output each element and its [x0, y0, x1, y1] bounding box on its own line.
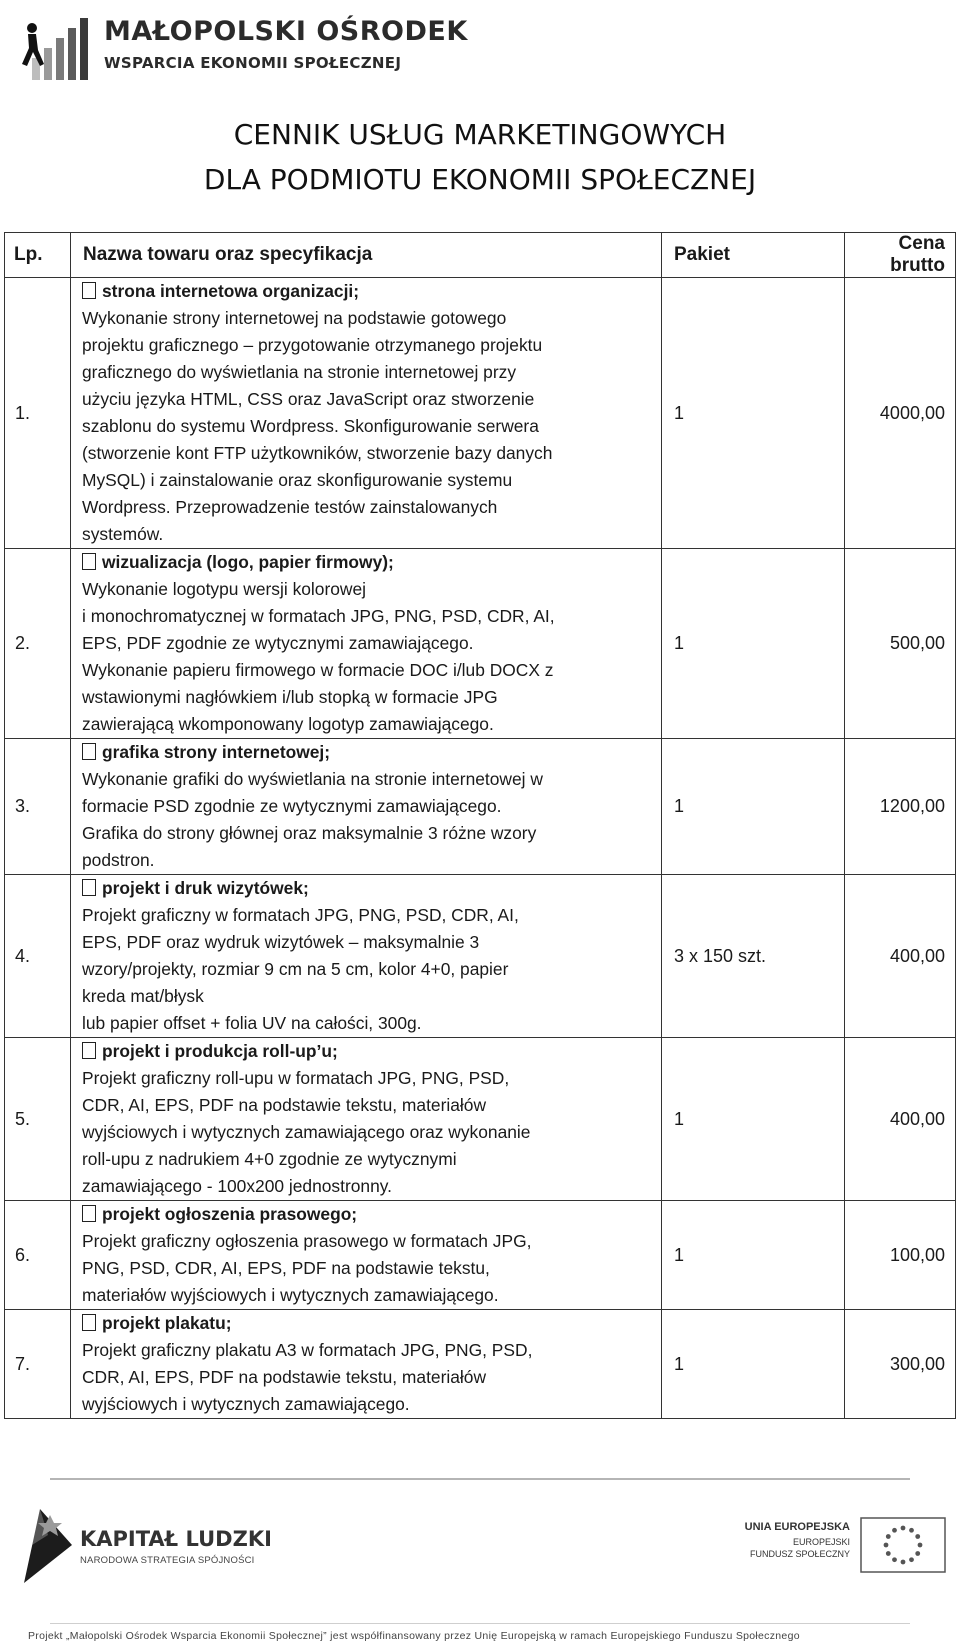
row-package: 1	[662, 1038, 845, 1201]
checkbox-bullet-icon	[82, 553, 96, 570]
item-description-line: (stworzenie kont FTP użytkowników, stworzenie bazy danych	[82, 443, 553, 463]
item-title	[82, 739, 655, 766]
item-description-line: wyjściowych i wytycznych zamawiającego oraz wykonanie	[82, 1122, 531, 1142]
item-description-line: projektu graficznego – przygotowanie otrzymanego projektu	[82, 335, 543, 355]
item-description-line: Wykonanie strony internetowej na podstawie gotowego	[82, 308, 507, 328]
kapital-ludzki-subtitle: NARODOWA STRATEGIA SPÓJNOŚCI	[80, 1555, 255, 1566]
table-row	[5, 875, 956, 1038]
item-description-line: wzory/projekty, rozmiar 9 cm na 5 cm, kolor 4+0, papier	[82, 959, 509, 979]
row-number: 5.	[5, 1038, 71, 1201]
item-description-line: graficznego do wyświetlania na stronie internetowej przy	[82, 362, 517, 382]
item-title-text: strona internetowa organizacji;	[102, 281, 360, 301]
row-package: 1	[662, 739, 845, 875]
row-description	[71, 1201, 662, 1310]
row-package: 1	[662, 549, 845, 739]
row-description	[71, 739, 662, 875]
item-title	[82, 1038, 655, 1065]
row-price: 400,00	[845, 875, 956, 1038]
item-description-line: EPS, PDF zgodnie ze wytycznymi zamawiającego.	[82, 633, 474, 653]
item-title-text: projekt i produkcja roll-up’u;	[102, 1041, 338, 1061]
item-title-text: projekt plakatu;	[102, 1313, 232, 1333]
row-price: 4000,00	[845, 278, 956, 549]
header-lp: Lp.	[5, 233, 71, 278]
row-price: 300,00	[845, 1310, 956, 1419]
kapital-ludzki-logo	[20, 1505, 300, 1585]
item-title	[82, 278, 655, 305]
eu-star-icon	[892, 1528, 897, 1533]
checkbox-bullet-icon	[82, 1314, 96, 1331]
item-description-line: zawierającą wkomponowany logotyp zamawiającego.	[82, 714, 494, 734]
item-description-line: Projekt graficzny roll-upu w formatach JPG, PNG, PSD,	[82, 1068, 510, 1088]
checkbox-bullet-icon	[82, 743, 96, 760]
row-number: 7.	[5, 1310, 71, 1419]
eu-name: UNIA EUROPEJSKA	[744, 1521, 850, 1533]
item-description-line: szablonu do systemu Wordpress. Skonfigurowanie serwera	[82, 416, 539, 436]
row-number: 3.	[5, 739, 71, 875]
item-description-line: Wordpress. Przeprowadzenie testów zainstalowanych	[82, 497, 498, 517]
logo-subtitle: WSPARCIA EKONOMII SPOŁECZNEJ	[104, 54, 402, 72]
item-description-line: podstron.	[82, 850, 155, 870]
item-description-line: MySQL) i zainstalowanie oraz skonfigurowanie systemu	[82, 470, 513, 490]
eu-star-icon	[901, 1560, 906, 1565]
mowes-logo	[18, 14, 468, 82]
page-title-line2: DLA PODMIOTU EKONOMII SPOŁECZNEJ	[203, 163, 757, 196]
eu-fund-line2: FUNDUSZ SPOŁECZNY	[749, 1549, 850, 1559]
item-title	[82, 875, 655, 902]
item-description-line: Projekt graficzny ogłoszenia prasowego w formatach JPG,	[82, 1231, 532, 1251]
item-description-line: Projekt graficzny w formatach JPG, PNG, PSD, CDR, AI,	[82, 905, 519, 925]
item-title	[82, 549, 655, 576]
item-description-line: i monochromatycznej w formatach JPG, PNG, PSD, CDR, AI,	[82, 606, 555, 626]
row-package: 1	[662, 1310, 845, 1419]
item-description-line: Grafika do strony głównej oraz maksymalnie 3 różne wzory	[82, 823, 537, 843]
row-number: 6.	[5, 1201, 71, 1310]
row-number: 1.	[5, 278, 71, 549]
checkbox-bullet-icon	[82, 282, 96, 299]
row-description	[71, 549, 662, 739]
table-row	[5, 549, 956, 739]
row-price: 100,00	[845, 1201, 956, 1310]
footer-divider	[50, 1478, 910, 1480]
row-price: 400,00	[845, 1038, 956, 1201]
item-description-line: wyjściowych i wytycznych zamawiającego.	[82, 1394, 410, 1414]
row-price: 1200,00	[845, 739, 956, 875]
table-row	[5, 1310, 956, 1419]
item-description-line: użyciu języka HTML, CSS oraz JavaScript oraz stworzenie	[82, 389, 535, 409]
eu-star-icon	[909, 1557, 914, 1562]
item-description-line: formacie PSD zgodnie ze wytycznymi zamawiającego.	[82, 796, 502, 816]
item-title-text: wizualizacja (logo, papier firmowy);	[102, 552, 394, 572]
table-row	[5, 1038, 956, 1201]
row-package: 1	[662, 1201, 845, 1310]
item-description-line: Wykonanie logotypu wersji kolorowej	[82, 579, 367, 599]
page-title-line1: CENNIK USŁUG MARKETINGOWYCH	[233, 118, 727, 151]
item-description-line: CDR, AI, EPS, PDF na podstawie tekstu, materiałów	[82, 1367, 487, 1387]
price-table	[4, 232, 956, 1419]
header-price: Cena brutto	[845, 233, 956, 278]
kapital-ludzki-name: KAPITAŁ LUDZKI	[80, 1527, 272, 1551]
eu-star-icon	[901, 1526, 906, 1531]
header-name: Nazwa towaru oraz specyfikacja	[71, 233, 662, 278]
footer-note-divider	[50, 1623, 910, 1624]
item-description-line: materiałów wyjściowych i wytycznych zamawiającego.	[82, 1285, 499, 1305]
eu-logo	[744, 1517, 950, 1573]
kapital-ludzki-emblem-icon	[20, 1505, 76, 1585]
item-description-line: Wykonanie papieru firmowego w formacie DOC i/lub DOCX z	[82, 660, 554, 680]
row-package: 3 x 150 szt.	[662, 875, 845, 1038]
item-description-line: zamawiającego - 100x200 jednostronny.	[82, 1176, 392, 1196]
row-description	[71, 278, 662, 549]
item-description-line: kreda mat/błysk	[82, 986, 204, 1006]
eu-star-icon	[884, 1543, 889, 1548]
eu-star-icon	[915, 1551, 920, 1556]
table-row	[5, 278, 956, 549]
item-description-line: wstawionymi nagłówkiem i/lub stopką w formacie JPG	[82, 687, 498, 707]
item-title	[82, 1201, 655, 1228]
item-title	[82, 1310, 655, 1337]
item-title-text: projekt ogłoszenia prasowego;	[102, 1204, 358, 1224]
eu-star-icon	[892, 1557, 897, 1562]
row-description	[71, 1310, 662, 1419]
row-price: 500,00	[845, 549, 956, 739]
mowes-logo-mark-icon	[18, 14, 98, 82]
eu-star-icon	[886, 1551, 891, 1556]
eu-star-icon	[886, 1534, 891, 1539]
table-header-row	[5, 233, 956, 278]
item-description-line: lub papier offset + folia UV na całości, 300g.	[82, 1013, 422, 1033]
item-description-line: roll-upu z nadrukiem 4+0 zgodnie ze wytycznymi	[82, 1149, 457, 1169]
eu-star-icon	[915, 1534, 920, 1539]
checkbox-bullet-icon	[82, 1205, 96, 1222]
eu-star-icon	[909, 1528, 914, 1533]
row-number: 4.	[5, 875, 71, 1038]
checkbox-bullet-icon	[82, 1042, 96, 1059]
cofinancing-note: Projekt „Małopolski Ośrodek Wsparcia Ekonomii Społecznej” jest współfinansowany przez Unię Europejską w ramach Europejskiego Funduszu Społecznego	[28, 1630, 800, 1642]
header-package: Pakiet	[662, 233, 845, 278]
row-package: 1	[662, 278, 845, 549]
logo-title: MAŁOPOLSKI OŚRODEK	[104, 16, 468, 47]
eu-star-icon	[918, 1543, 923, 1548]
table-row	[5, 739, 956, 875]
item-description-line: Projekt graficzny plakatu A3 w formatach JPG, PNG, PSD,	[82, 1340, 533, 1360]
checkbox-bullet-icon	[82, 879, 96, 896]
item-description-line: PNG, PSD, CDR, AI, EPS, PDF na podstawie tekstu,	[82, 1258, 490, 1278]
item-title-text: projekt i druk wizytówek;	[102, 878, 309, 898]
item-title-text: grafika strony internetowej;	[102, 742, 331, 762]
item-description-line: EPS, PDF oraz wydruk wizytówek – maksymalnie 3	[82, 932, 480, 952]
table-body	[5, 278, 956, 1419]
row-number: 2.	[5, 549, 71, 739]
eu-fund-line1: EUROPEJSKI	[792, 1537, 850, 1547]
item-description-line: CDR, AI, EPS, PDF na podstawie tekstu, materiałów	[82, 1095, 487, 1115]
row-description	[71, 875, 662, 1038]
item-description-line: Wykonanie grafiki do wyświetlania na stronie internetowej w	[82, 769, 543, 789]
eu-flag-icon	[860, 1517, 946, 1573]
table-row	[5, 1201, 956, 1310]
item-description-line: systemów.	[82, 524, 164, 544]
row-description	[71, 1038, 662, 1201]
